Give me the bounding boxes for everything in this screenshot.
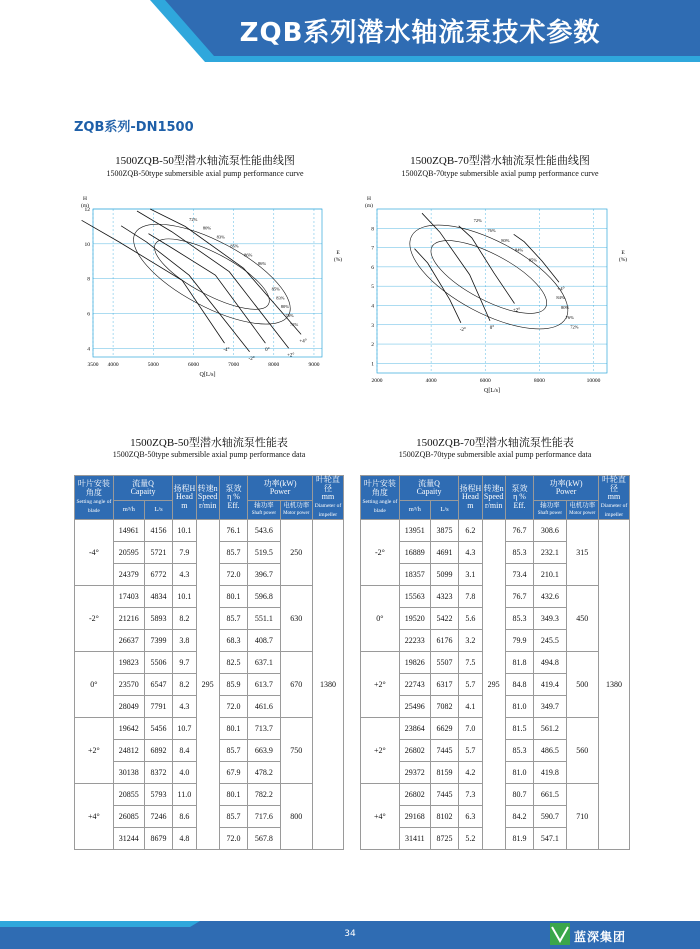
blade-angle-label: -2°	[248, 356, 255, 362]
x-tick-label: 4000	[107, 362, 119, 368]
blade-angle-label: -4°	[223, 348, 230, 354]
header-angle: 叶片安装角度 Setting angle of blade	[75, 476, 114, 520]
shaft-power-cell: 349.7	[534, 696, 566, 718]
blade-angle-label: +4°	[299, 339, 307, 345]
efficiency-label: 86%	[244, 252, 253, 258]
x-tick-label: 6000	[479, 378, 491, 384]
efficiency-label: 72%	[473, 218, 482, 224]
efficiency-axis-label: E	[336, 250, 340, 256]
flow-ls-cell: 4156	[144, 520, 172, 542]
y-tick-label: 6	[87, 311, 90, 318]
performance-table-2	[360, 475, 630, 850]
flow-m3h-cell: 15563	[399, 586, 430, 608]
header-m3h: m³/h	[113, 501, 144, 520]
flow-ls-cell: 6772	[144, 564, 172, 586]
header-diameter: 叶轮直径 mm Diameter of impeller	[312, 476, 343, 520]
shaft-power-cell: 432.6	[534, 586, 566, 608]
y-tick-label: 6	[371, 264, 374, 271]
shaft-power-cell: 547.1	[534, 828, 566, 850]
shaft-power-cell: 349.3	[534, 608, 566, 630]
flow-ls-cell: 8725	[430, 828, 458, 850]
efficiency-cell: 80.1	[219, 718, 247, 740]
motor-power-cell: 630	[280, 586, 312, 652]
head-cell: 7.3	[459, 784, 482, 806]
flow-m3h-cell: 30138	[113, 762, 144, 784]
y-axis-unit: (m)	[81, 203, 89, 209]
blade-angle-cell: +2°	[361, 652, 400, 718]
performance-curve-chart-1	[60, 185, 345, 400]
blade-angle-cell: -4°	[75, 520, 114, 586]
efficiency-cell: 85.7	[219, 806, 247, 828]
performance-curve-chart-2	[345, 185, 635, 400]
blade-angle-cell: +2°	[361, 718, 400, 784]
efficiency-label: 83%	[216, 234, 225, 240]
shaft-power-cell: 461.6	[248, 696, 280, 718]
efficiency-label: 80%	[202, 225, 212, 231]
efficiency-cell: 85.7	[219, 740, 247, 762]
efficiency-cell: 82.5	[219, 652, 247, 674]
header-angle: 叶片安装角度 Setting angle of blade	[361, 476, 400, 520]
header-flow: 流量Q Capaity	[113, 476, 172, 501]
y-tick-label: 1	[371, 361, 374, 368]
head-cell: 4.3	[459, 542, 482, 564]
plot-frame	[377, 209, 607, 373]
head-cell: 5.7	[459, 674, 482, 696]
series-title: ZQB系列-DN1500	[74, 120, 194, 135]
shaft-power-cell: 478.2	[248, 762, 280, 784]
flow-m3h-cell: 29372	[399, 762, 430, 784]
motor-power-cell: 710	[566, 784, 598, 850]
efficiency-cell: 80.1	[219, 784, 247, 806]
x-tick-label: 7000	[228, 362, 240, 368]
y-tick-label: 2	[371, 342, 374, 349]
header-shaft-power: 轴功率 Shaft power	[534, 501, 566, 520]
efficiency-cell: 80.1	[219, 586, 247, 608]
flow-m3h-cell: 28049	[113, 696, 144, 718]
flow-ls-cell: 6892	[144, 740, 172, 762]
shaft-power-cell: 663.9	[248, 740, 280, 762]
efficiency-contour	[146, 226, 279, 323]
header-head: 扬程H Head m	[459, 476, 482, 520]
company-logo-text: 蓝深集团	[574, 930, 627, 944]
flow-m3h-cell: 26802	[399, 740, 430, 762]
header-power: 功率(kW) Power	[248, 476, 313, 501]
flow-m3h-cell: 31411	[399, 828, 430, 850]
x-tick-label: 8000	[268, 362, 280, 368]
efficiency-cell: 67.9	[219, 762, 247, 784]
flow-ls-cell: 4323	[430, 586, 458, 608]
efficiency-contour	[421, 227, 556, 328]
flow-ls-cell: 5456	[144, 718, 172, 740]
speed-cell: 295	[196, 520, 219, 850]
flow-m3h-cell: 23864	[399, 718, 430, 740]
head-cell: 10.7	[173, 718, 196, 740]
flow-m3h-cell: 24379	[113, 564, 144, 586]
x-tick-label: 2000	[371, 378, 383, 384]
efficiency-cell: 79.9	[505, 630, 533, 652]
efficiency-cell: 72.0	[219, 828, 247, 850]
blade-angle-label: 0°	[265, 348, 270, 354]
head-cell: 3.2	[459, 630, 482, 652]
head-cell: 8.2	[173, 608, 196, 630]
flow-m3h-cell: 20595	[113, 542, 144, 564]
flow-ls-cell: 4691	[430, 542, 458, 564]
shaft-power-cell: 596.8	[248, 586, 280, 608]
efficiency-cell: 80.7	[505, 784, 533, 806]
head-cell: 6.3	[459, 806, 482, 828]
flow-ls-cell: 8102	[430, 806, 458, 828]
motor-power-cell: 250	[280, 520, 312, 586]
head-cell: 4.2	[459, 762, 482, 784]
blade-angle-cell: +4°	[361, 784, 400, 850]
blade-angle-cell: -2°	[75, 586, 114, 652]
flow-m3h-cell: 18357	[399, 564, 430, 586]
flow-ls-cell: 6317	[430, 674, 458, 696]
y-tick-label: 8	[371, 226, 374, 233]
head-cell: 8.4	[173, 740, 196, 762]
header-diameter: 叶轮直径 mm Diameter of impeller	[598, 476, 629, 520]
efficiency-cell: 81.0	[505, 762, 533, 784]
head-cell: 7.9	[173, 542, 196, 564]
efficiency-cell: 76.1	[219, 520, 247, 542]
head-cell: 4.3	[173, 696, 196, 718]
efficiency-label: 80%	[561, 305, 570, 311]
x-tick-label: 9000	[308, 362, 320, 368]
header-head: 扬程H Head m	[173, 476, 196, 520]
shaft-power-cell: 519.5	[248, 542, 280, 564]
efficiency-label: 84%	[556, 295, 565, 301]
flow-m3h-cell: 24812	[113, 740, 144, 762]
blade-angle-curve	[149, 234, 266, 344]
shaft-power-cell: 396.7	[248, 564, 280, 586]
efficiency-cell: 85.7	[219, 608, 247, 630]
blade-angle-cell: -2°	[361, 520, 400, 586]
efficiency-axis-label: E	[621, 250, 625, 256]
x-tick-label: 8000	[533, 378, 545, 384]
diameter-cell: 1380	[598, 520, 629, 850]
chart-2-subtitle: 1500ZQB-70type submersible axial pump performance curve	[401, 169, 599, 178]
flow-ls-cell: 5793	[144, 784, 172, 806]
blade-angle-curve	[82, 220, 225, 343]
table-2-title: 1500ZQB-70型潜水轴流泵性能表	[416, 437, 574, 449]
shaft-power-cell: 567.8	[248, 828, 280, 850]
flow-m3h-cell: 25496	[399, 696, 430, 718]
flow-m3h-cell: 21216	[113, 608, 144, 630]
motor-power-cell: 315	[566, 520, 598, 586]
efficiency-label: 76%	[487, 227, 496, 233]
efficiency-cell: 81.5	[505, 718, 533, 740]
table-row	[75, 520, 344, 542]
shaft-power-cell: 210.1	[534, 564, 566, 586]
page-title: ZQB系列潜水轴流泵技术参数	[239, 18, 601, 48]
efficiency-label: 85%	[230, 243, 239, 249]
shaft-power-cell: 551.1	[248, 608, 280, 630]
head-cell: 8.6	[173, 806, 196, 828]
blade-angle-cell: 0°	[75, 652, 114, 718]
x-axis-label: Q[L/s]	[484, 388, 500, 394]
table-2-subtitle: 1500ZQB-70type submersible axial pump performance data	[398, 450, 592, 459]
flow-m3h-cell: 19826	[399, 652, 430, 674]
shaft-power-cell: 782.2	[248, 784, 280, 806]
flow-m3h-cell: 19642	[113, 718, 144, 740]
flow-m3h-cell: 26802	[399, 784, 430, 806]
shaft-power-cell: 543.6	[248, 520, 280, 542]
chart-1-subtitle: 1500ZQB-50type submersible axial pump performance curve	[106, 169, 304, 178]
blade-angle-curve	[137, 211, 289, 348]
x-tick-label: 3500	[87, 362, 99, 368]
flow-ls-cell: 7399	[144, 630, 172, 652]
head-cell: 3.1	[459, 564, 482, 586]
blade-angle-label: +2°	[287, 353, 295, 359]
flow-ls-cell: 5721	[144, 542, 172, 564]
y-axis-label: H	[83, 196, 87, 202]
y-axis-label: H	[367, 196, 371, 202]
header-eff: 泵效 η % Eff.	[219, 476, 247, 520]
head-cell: 6.2	[459, 520, 482, 542]
flow-ls-cell: 8372	[144, 762, 172, 784]
flow-m3h-cell: 31244	[113, 828, 144, 850]
head-cell: 7.0	[459, 718, 482, 740]
motor-power-cell: 560	[566, 718, 598, 784]
efficiency-label: 76%	[565, 314, 574, 320]
flow-m3h-cell: 16889	[399, 542, 430, 564]
efficiency-label: 76%	[285, 313, 294, 319]
performance-table-1	[74, 475, 344, 850]
efficiency-cell: 84.8	[505, 674, 533, 696]
efficiency-cell: 73.4	[505, 564, 533, 586]
flow-ls-cell: 4834	[144, 586, 172, 608]
flow-ls-cell: 5099	[430, 564, 458, 586]
x-tick-label: 6000	[187, 362, 199, 368]
header-motor-power: 电机功率 Motor power	[280, 501, 312, 520]
head-cell: 5.6	[459, 608, 482, 630]
efficiency-contour	[120, 205, 307, 345]
flow-m3h-cell: 22233	[399, 630, 430, 652]
motor-power-cell: 670	[280, 652, 312, 718]
blade-angle-label: 0°	[489, 325, 495, 331]
y-tick-label: 8	[87, 276, 90, 283]
efficiency-cell: 72.0	[219, 696, 247, 718]
efficiency-label: 72%	[570, 324, 579, 330]
flow-ls-cell: 6547	[144, 674, 172, 696]
flow-m3h-cell: 26085	[113, 806, 144, 828]
efficiency-label: 72%	[289, 321, 299, 327]
shaft-power-cell: 613.7	[248, 674, 280, 696]
flow-m3h-cell: 17403	[113, 586, 144, 608]
y-tick-label: 3	[371, 322, 374, 329]
flow-ls-cell: 3875	[430, 520, 458, 542]
flow-ls-cell: 8679	[144, 828, 172, 850]
efficiency-label: 85%	[271, 286, 280, 292]
head-cell: 4.3	[173, 564, 196, 586]
efficiency-axis-unit: (%)	[618, 257, 628, 263]
blade-angle-cell: +2°	[75, 718, 114, 784]
efficiency-cell: 84.2	[505, 806, 533, 828]
shaft-power-cell: 308.6	[534, 520, 566, 542]
blade-angle-label: +2°	[512, 308, 521, 314]
page-number: 34	[344, 929, 356, 939]
efficiency-label: 80%	[501, 237, 510, 243]
efficiency-label: 84%	[515, 247, 524, 253]
shaft-power-cell: 590.7	[534, 806, 566, 828]
speed-cell: 295	[482, 520, 505, 850]
flow-ls-cell: 7082	[430, 696, 458, 718]
y-tick-label: 10	[84, 241, 90, 248]
flow-ls-cell: 5893	[144, 608, 172, 630]
flow-ls-cell: 5506	[144, 652, 172, 674]
y-tick-label: 7	[371, 245, 374, 252]
shaft-power-cell: 486.5	[534, 740, 566, 762]
efficiency-axis-unit: (%)	[333, 257, 343, 263]
efficiency-cell: 81.8	[505, 652, 533, 674]
head-cell: 7.8	[459, 586, 482, 608]
efficiency-cell: 85.3	[505, 608, 533, 630]
flow-m3h-cell: 26637	[113, 630, 144, 652]
header-flow: 流量Q Capaity	[399, 476, 458, 501]
x-tick-label: 4000	[425, 378, 437, 384]
header-shaft-power: 轴功率 Shaft power	[248, 501, 280, 520]
efficiency-cell: 85.3	[505, 542, 533, 564]
flow-ls-cell: 6176	[430, 630, 458, 652]
table-row	[361, 520, 630, 542]
flow-ls-cell: 7445	[430, 740, 458, 762]
efficiency-cell: 68.3	[219, 630, 247, 652]
head-cell: 10.1	[173, 586, 196, 608]
y-axis-unit: (m)	[365, 203, 373, 209]
diameter-cell: 1380	[312, 520, 343, 850]
header-m3h: m³/h	[399, 501, 430, 520]
flow-ls-cell: 8159	[430, 762, 458, 784]
efficiency-label: 86%	[257, 261, 267, 267]
shaft-power-cell: 245.5	[534, 630, 566, 652]
flow-ls-cell: 5422	[430, 608, 458, 630]
head-cell: 5.2	[459, 828, 482, 850]
flow-m3h-cell: 14961	[113, 520, 144, 542]
header-ls: L/s	[144, 501, 172, 520]
shaft-power-cell: 637.1	[248, 652, 280, 674]
flow-ls-cell: 7445	[430, 784, 458, 806]
header-eff: 泵效 η % Eff.	[505, 476, 533, 520]
motor-power-cell: 500	[566, 652, 598, 718]
header-motor-power: 电机功率 Motor power	[566, 501, 598, 520]
shaft-power-cell: 561.2	[534, 718, 566, 740]
blade-angle-label: +4°	[557, 287, 565, 293]
y-tick-label: 12	[84, 207, 90, 213]
motor-power-cell: 450	[566, 586, 598, 652]
head-cell: 8.2	[173, 674, 196, 696]
head-cell: 11.0	[173, 784, 196, 806]
efficiency-cell: 85.7	[219, 542, 247, 564]
shaft-power-cell: 419.4	[534, 674, 566, 696]
table-1-subtitle: 1500ZQB-50type submersible axial pump performance data	[112, 450, 306, 459]
flow-m3h-cell: 23570	[113, 674, 144, 696]
shaft-power-cell: 419.8	[534, 762, 566, 784]
flow-m3h-cell: 13951	[399, 520, 430, 542]
table-1-title: 1500ZQB-50型潜水轴流泵性能表	[130, 437, 288, 449]
page-header	[0, 0, 700, 62]
y-tick-label: 4	[87, 346, 90, 353]
head-cell: 4.1	[459, 696, 482, 718]
chart-2-title: 1500ZQB-70型潜水轴流泵性能曲线图	[410, 155, 590, 167]
efficiency-cell: 85.9	[219, 674, 247, 696]
efficiency-cell: 72.0	[219, 564, 247, 586]
efficiency-cell: 76.7	[505, 586, 533, 608]
header-power: 功率(kW) Power	[534, 476, 599, 501]
head-cell: 5.7	[459, 740, 482, 762]
head-cell: 7.5	[459, 652, 482, 674]
flow-m3h-cell: 19520	[399, 608, 430, 630]
flow-ls-cell: 6629	[430, 718, 458, 740]
blade-angle-label: -2°	[459, 327, 466, 333]
head-cell: 3.8	[173, 630, 196, 652]
shaft-power-cell: 232.1	[534, 542, 566, 564]
shaft-power-cell: 661.5	[534, 784, 566, 806]
efficiency-cell: 76.7	[505, 520, 533, 542]
efficiency-label: 80%	[280, 304, 290, 310]
head-cell: 4.0	[173, 762, 196, 784]
header-speed: 转速n Speed r/min	[196, 476, 219, 520]
x-axis-label: Q[L/s]	[199, 372, 216, 378]
y-tick-label: 5	[371, 284, 374, 291]
shaft-power-cell: 713.7	[248, 718, 280, 740]
blade-angle-cell: 0°	[361, 586, 400, 652]
shaft-power-cell: 408.7	[248, 630, 280, 652]
motor-power-cell: 750	[280, 718, 312, 784]
head-cell: 9.7	[173, 652, 196, 674]
flow-ls-cell: 7246	[144, 806, 172, 828]
flow-m3h-cell: 22743	[399, 674, 430, 696]
efficiency-cell: 85.3	[505, 740, 533, 762]
header-speed: 转速n Speed r/min	[482, 476, 505, 520]
shaft-power-cell: 717.6	[248, 806, 280, 828]
motor-power-cell: 800	[280, 784, 312, 850]
flow-ls-cell: 5507	[430, 652, 458, 674]
x-tick-label: 5000	[147, 362, 159, 368]
efficiency-cell: 81.0	[505, 696, 533, 718]
head-cell: 10.1	[173, 520, 196, 542]
flow-ls-cell: 7791	[144, 696, 172, 718]
flow-m3h-cell: 20855	[113, 784, 144, 806]
flow-m3h-cell: 19823	[113, 652, 144, 674]
efficiency-label: 83%	[276, 295, 285, 301]
blade-angle-cell: +4°	[75, 784, 114, 850]
efficiency-label: 85%	[528, 257, 538, 263]
efficiency-cell: 81.9	[505, 828, 533, 850]
plot-frame	[93, 209, 322, 357]
header-ls: L/s	[430, 501, 458, 520]
chart-1-title: 1500ZQB-50型潜水轴流泵性能曲线图	[115, 155, 295, 167]
shaft-power-cell: 494.8	[534, 652, 566, 674]
efficiency-label: 72%	[189, 216, 198, 222]
flow-m3h-cell: 29168	[399, 806, 430, 828]
head-cell: 4.8	[173, 828, 196, 850]
x-tick-label: 10000	[586, 378, 601, 384]
y-tick-label: 4	[371, 303, 374, 310]
